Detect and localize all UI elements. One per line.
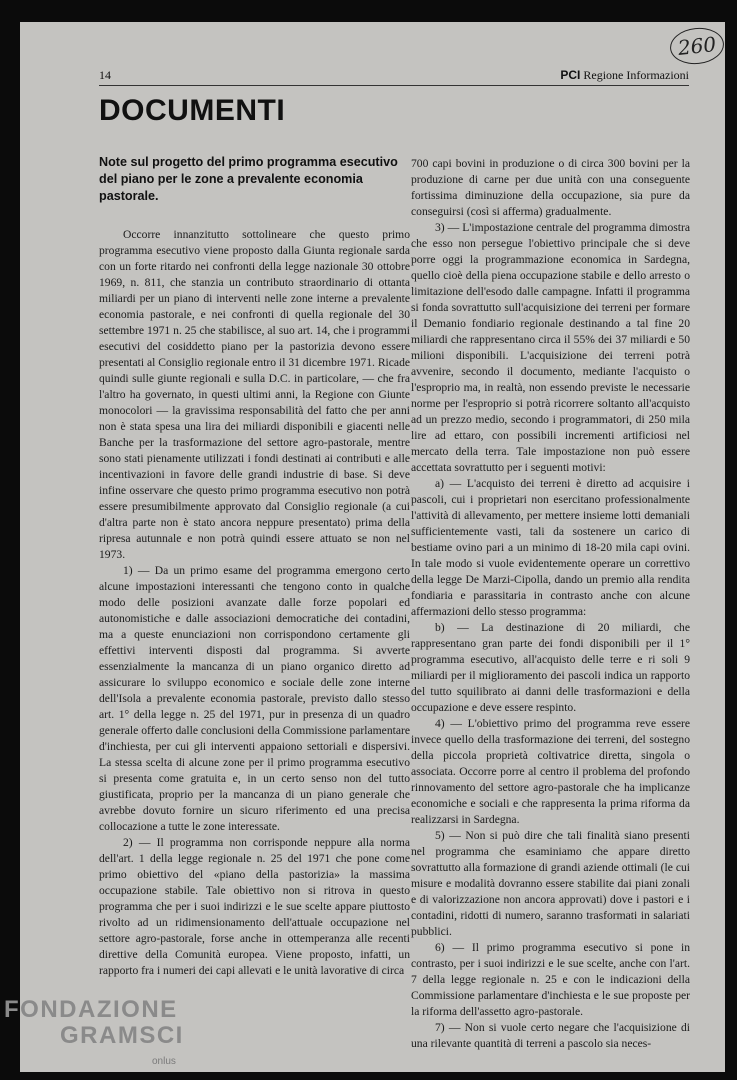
paragraph: 4) — L'obiettivo primo del programma reve essere invece quello della trasformazione dei terreni, del sostegno della piccola proprietà coltivatrice diretta, singola o associata. Occorre porre al centro il problema del profondo rinnovamento del settore agro-pastorale che ha implicanze economiche e sociali e che rappresenta la prima riforma da realizzarsi in Sardegna. — [411, 717, 690, 826]
page-number: 14 — [99, 68, 111, 82]
watermark-line2: GRAMSCI — [60, 1022, 184, 1049]
right-column — [411, 156, 690, 1052]
running-header — [560, 68, 689, 83]
document-page — [20, 22, 725, 1072]
paragraph: 1) — Da un primo esame del programma emergono certo alcune impostazioni interessanti che tengono conto in qualche modo delle posizioni avanzate dalle forze popolari ed autonomistiche e dalle associazioni democratiche dei contadini, ma a queste enunciazioni non corrispondono certamente gli effettivi interventi disposti dal programma. Si avverte essenzialmente la mancanza di un piano organico diretto ad assicurare lo sviluppo economico e sociale delle zone interne dell'Isola a prevalente economia pastorale, previsto dallo stesso art. 1° della legge n. 25 del 1971, pur in presenza di un quadro generale offerto dalle conclusioni della Commissione parlamentare d'inchiesta, per cui gli interventi appaiono settoriali e dispersivi. La stessa scelta di alcune zone per il primo programma esecutivo si presenta come gratuita e, in un certo senso non del tutto giustificata, proprio per la mancanza di un piano generale che avrebbe dovuto fornire un sicuro riferimento ed una precisa collocazione a tutte le zone interessate. — [99, 564, 410, 833]
left-column — [99, 154, 410, 979]
paragraph: 5) — Non si può dire che tali finalità siano presenti nel programma che esaminiamo che appare diretto sovrattutto alla formazione di grandi aziende ottimali (le cui misure e modalità dovranno essere stabilite dai piani zonali e di valorizzazione non ancora approvati) dove i pastori e i contadini, ridotti di numero, saranno trasformati in salariati pubblici. — [411, 829, 690, 938]
article-subtitle: Note sul progetto del primo programma esecutivo del piano per le zone a prevalente economia pastorale. — [99, 155, 398, 203]
watermark-onlus: onlus — [152, 1056, 176, 1067]
paragraph: 700 capi bovini in produzione o di circa 300 bovini per la produzione di carne per due unità con una conseguente fortissima diminuzione della occupazione, sia pure da conseguirsi (così si afferma) gradualmente. — [411, 157, 690, 218]
paragraph: Occorre innanzitutto sottolineare che questo primo programma esecutivo viene proposto dalla Giunta regionale sarda con un forte ritardo nei confronti della legge nazionale 30 ottobre 1969, n. 811, che stanzia un contributo straordinario di ottanta miliardi per un piano di interventi nelle zone interne a prevalente economia pastorale, e nei confronti di quella regionale del 30 settembre 1971 n. 25 che stabilisce, al suo art. 14, che i programmi esecutivi del cosiddetto piano per la pastorizia devono essere presentati al Consiglio regionale entro il 31 dicembre 1971. Ricade quindi sulle giunte regionali e sulla D.C. in particolare, — che fra l'altro ha governato, in questi ultimi anni, la Regione con Giunte monocolori — la gravissima responsabilità del fatto che per anni non è stata spesa una lira dei miliardi disponibili e giacenti nelle Banche per la trasformazione del settore agro-pastorale, mentre sono stati pienamente utilizzati i fondi destinati ai contributi e alle incentivazioni in favore delle grandi industrie di base. Si deve infine osservare che questo primo programma esecutivo non potrà essere presumibilmente approvato dal Consiglio regionale (a cui d'altra parte non è stato ancora neppure presentato) prima della ripresa autunnale e non potrà quindi essere attuato se non nel 1973. — [99, 228, 411, 561]
watermark-line1: FONDAZIONE — [4, 996, 178, 1023]
page-title: DOCUMENTI — [99, 94, 286, 127]
paragraph: a) — L'acquisto dei terreni è diretto ad acquisire i pascoli, cui i proprietari non esercitano professionalmente l'attività di allevamento, per mettere insieme lotti demaniali sufficientemente vasti, tali da sostenere un carico di bestiame ovino pari a un minimo di 18-20 mila capi ovini. In tale modo si vuole evidentemente operare un correttivo della legge De Marzi-Cipolla, dando un premio alla rendita fondiaria e parassitaria in contrasto anche con alcune affermazioni dello stesso programma: — [411, 477, 690, 618]
paragraph: 2) — Il programma non corrisponde neppure alla norma dell'art. 1 della legge regionale n. 25 del 1971 che pone come primo obiettivo del «piano della pastorizia» la massima occupazione stabile. Tale obiettivo non si ritrova in questo programma che per i suoi indirizzi e le sue scelte appare piuttosto rivolto ad un ridimensionamento dell'attuale occupazione nel settore agro-pastorale, forse anche in ottemperanza alle recenti direttive della Comunità europea. Viene proposto, infatti, un rapporto fra i numeri dei capi allevati e le unità lavorative di circa — [99, 836, 410, 977]
paragraph: 7) — Non si vuole certo negare che l'acquisizione di una rilevante quantità di terreni a pascolo sia neces- — [411, 1021, 690, 1050]
header-rule — [99, 85, 689, 86]
header-section: Regione Informazioni — [583, 68, 689, 82]
paragraph: 6) — Il primo programma esecutivo si pone in contrasto, per i suoi indirizzi e le sue scelte, anche con l'art. 7 della legge regionale n. 25 e con le indicazioni della Commissione parlamentare d'inchiesta e le sue proposte per la riforma dell'assetto agro-pastorale. — [411, 941, 690, 1018]
paragraph: b) — La destinazione di 20 miliardi, che rappresentano gran parte dei fondi disponibili per il 1° programma esecutivo, all'acquisto delle terre e ri soli 9 miliardi per il miglioramento dei pascoli indica un rapporto del tutto squilibrato ai danni delle trasformazioni e della occupazione e deve essere respinto. — [411, 621, 690, 714]
header-brand: PCI — [560, 68, 581, 82]
handwritten-page-number: 260 — [668, 25, 725, 66]
paragraph: 3) — L'impostazione centrale del programma dimostra che esso non persegue l'obiettivo principale che si deve porre oggi la programmazione economica in Sardegna, quello cioè della piena occupazione stabile e dello arresto o limitazione dell'esodo dalle campagne. Infatti il programma si fonda sovrattutto sull'acquisizione dei terreni per formare il Demanio fondiario regionale destinando a tal fine 20 miliardi che rappresentano circa il 55% dei 37 miliardi e 50 milioni disponibili. L'acquisizione dei terreni potrà avvenire, secondo il documento, mediante l'acquisto o l'esproprio ma, in realtà, non essendo previste le necessarie norme per l'esproprio si potrà ricorrere soltanto all'acquisto ad un prezzo medio, secondo i programmatori, di 250 mila lire ad ettaro, con possibili incrementi artificiosi nel mercato della terra. Tale impostazione non può essere accettata sovrattutto per i seguenti motivi: — [411, 221, 690, 474]
fondazione-gramsci-watermark — [4, 996, 184, 1067]
